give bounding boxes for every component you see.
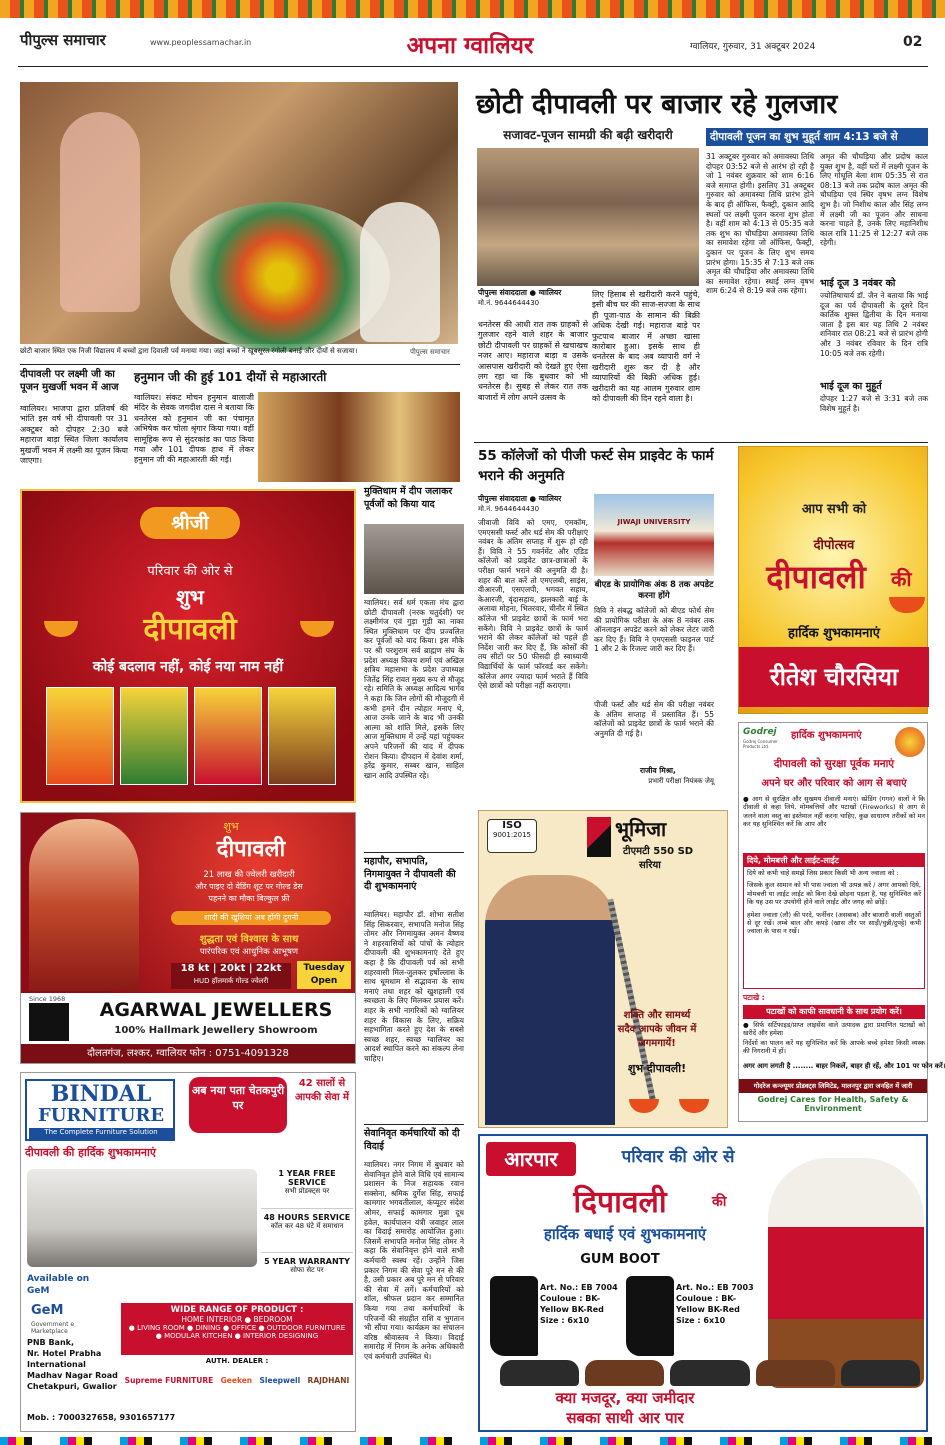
art-label: Art. No.: — [676, 1283, 715, 1292]
dealer-geeken: Geeken — [220, 1375, 253, 1385]
muktidham-photo — [364, 524, 464, 594]
rangoli-shape — [170, 202, 390, 352]
bindal-gem: Available on GeM — [27, 1274, 90, 1296]
bindal-years-badge: 42 सालों से आपकी सेवा में — [294, 1078, 350, 1103]
product-pack — [268, 687, 336, 785]
agarwal-open-badge: Tuesday Open — [297, 961, 351, 989]
warranty-sub: सोफा सेट पर — [290, 1266, 324, 1274]
dealer-supreme: Supreme FURNITURE — [124, 1375, 214, 1385]
ad-bhoomija-tmt[interactable] — [478, 810, 728, 1128]
agarwal-logo — [29, 1003, 69, 1041]
diya-icon — [679, 1099, 709, 1113]
muhurat-col1: 31 अक्टूबर गुरुवार को अमावस्या तिथि दोपहर 03:52 बजे से आरंभ हो रही है जो 1 नवंबर शुक्रवार को शाम 6:16 बजे समाप्त होगी। इसलिए 31 अक्टूबर गुरुवार को अमावस्या तिथि प्रारंभ होने के बाद ही ऑफिस, फैक्ट्री, दुकान आदि स्थलों पर लक्ष्मी पूजन करना शुभ होता है। वहीं शाम को 4:13 से 05:35 बजे तक शुभ का चौघड़िया अमावस्या तिथि का समावेश रहेगा जो ऑफिस, फैक्ट्री, दुकान पर पूजन के लिए शुभ समय प्रारंभ होगा। 15:35 से 7:13 बजे तक अमृत की चौघड़िया और अमावस्या तिथि का समावेश रहेगा। स्थाई लग्न वृषभ शाम 6:24 से 8:19 बजे तक रहेगा। — [706, 152, 814, 296]
child-figure — [60, 112, 140, 312]
ad-agarwal-jewellers[interactable] — [20, 812, 356, 1064]
colleges-subhead: बीएड के प्रायोगिक अंक 8 तक अपडेट करना होंगे — [594, 580, 714, 601]
art-number: EB 7004 — [581, 1283, 618, 1292]
shreeji-line1: परिवार की ओर से — [147, 564, 233, 579]
godrej-patakhe1: ● सिर्फ सर्टिफाइड/प्राप्त लाइसेंस वाले उत्पादक द्वारा प्रमाणित पटाखों को खरीदें और हमेशा — [743, 1021, 925, 1038]
products-line3: ● MODULAR KITCHEN ● INTERIOR DESIGNING — [155, 1332, 319, 1340]
divider — [364, 1124, 464, 1125]
agarwal-deepawali: दीपावली — [216, 837, 286, 862]
shoe-image — [585, 1360, 664, 1386]
godrej-logo-sub: Godrej Consumer Products Ltd. — [743, 739, 778, 749]
ritesh-ki: की — [891, 567, 912, 591]
box-line1: दिये को कभी चाहे समझें जिस प्रकार किसी भी अन्य ज्वाला को : — [747, 869, 899, 877]
header-rule — [18, 66, 928, 67]
warranty-label: 5 YEAR WARRANTY — [264, 1257, 350, 1266]
address-line: PNB Bank, — [27, 1338, 74, 1347]
paper-logo[interactable]: पीपुल्स समाचार — [20, 31, 106, 49]
lead-photo-caption: छोटी बाजार स्थित एक निजी विद्यालय में बच्चों द्वारा दिवाली पर्व मनाया गया। जहां बच्चों ने खूबसूरत रंगोली बनाई और दीयों से सजाया। — [20, 347, 358, 355]
shreeji-deepawali: दीपावली — [143, 612, 237, 647]
box-title: दिये, मोमबत्ती और लाईट-लाईट — [744, 854, 924, 867]
lead-col2: लिए हिसाब से खरीदारी करने पहुंचे, इसी बीच घर की साज-सज्जा के साथ ही पूजा-पाठ के सामान की बिक्री अधिक देखी गई। महाराज बाड़े पर फुटपाथ बाजार में अच्छा खासा कारोबार हुआ। इसके साथ ही धनतेरस के बाद अब व्यापारी वर्ग ने खरीदारी शुरू कर दी है और व्यापारियों की बिक्री अधिक हुई। खरीदारी का यह आलम गुरुवार शाम को दीपावली की दिन रहने वाला है। — [592, 290, 700, 404]
agarwal-tagline: 100% Hallmark Jewellery Showroom — [114, 1025, 318, 1036]
address-line: Chetakpuri, Gwalior — [27, 1382, 117, 1391]
godrej-emergency: अगर आग लगती है ........ बाहर निकलें, बाहर ही रहें, और 101 पर फोन करें। — [743, 1062, 945, 1070]
colleges-headline: 55 कॉलेजों को पीजी फर्स्ट सेम प्राइवेट के फार्म भराने की अनुमति — [478, 448, 714, 484]
bindal-feature-3 — [261, 1257, 353, 1297]
bhai-dooj-muhurat-title: भाई दूज का मुहूर्त — [820, 381, 882, 392]
agarwal-purity: शुद्धता एवं विश्वास के साथ — [199, 934, 299, 945]
lead-photo-credit: पीपुल्स समाचार — [410, 348, 450, 356]
agarwal-offer2: और पाइए दो वेडिंग शूट पर गोल्ड डेस — [195, 882, 303, 891]
godrej-logo: Godrej — [743, 727, 777, 737]
aarpaar-line1: परिवार की ओर से — [621, 1147, 735, 1167]
product-pack — [120, 687, 188, 785]
shreeji-brand: श्रीजी — [140, 507, 240, 539]
masthead — [0, 18, 945, 66]
art-label: Art. No.: — [540, 1283, 579, 1292]
bhoomija-slogan3: जगमगायें! — [638, 1038, 676, 1049]
shreeji-products — [46, 687, 336, 785]
products-title: WIDE RANGE OF PRODUCT : — [170, 1305, 304, 1315]
shreeji-tagline: कोई बदलाव नहीं, कोई नया नाम नहीं — [92, 659, 284, 675]
gum-boot-image — [490, 1276, 538, 1356]
bindal-products-box — [121, 1303, 353, 1355]
bhai-dooj-muhurat-text: दोपहर 1:27 बजे से 3:31 बजे तक विशेष मुहूर्त है। — [820, 394, 928, 413]
boot1-specs — [540, 1282, 620, 1352]
bhoomija-product2: सरिया — [639, 860, 661, 871]
size-value: 6x10 — [567, 1316, 590, 1325]
iso-badge — [487, 819, 537, 853]
agarwal-karat: 18 kt | 20kt | 22kt — [171, 963, 291, 977]
ad-bindal-furniture[interactable] — [20, 1072, 356, 1432]
bindal-name: BINDAL — [50, 1081, 152, 1107]
hanuman-temple-photo — [258, 392, 460, 482]
muhurat-title: दीपावली पूजन का शुभ मुहूर्त शाम 4:13 बजे से — [706, 128, 928, 146]
bindal-new-address-badge: अब नया पता चेतकपुरी पर — [189, 1077, 287, 1133]
agarwal-offer1: 21 लाख की ज्वेलरी खरीदारी — [203, 870, 295, 880]
products-line2: ● LIVING ROOM ● DINING ● OFFICE ● OUTDOOR FURNITURE — [128, 1324, 346, 1332]
lakshmi-pujan-headline: दीपावली पर लक्ष्मी जी का पूजन मुखर्जी भवन में आज — [20, 369, 119, 393]
service-48h-sub: कॉल कर 48 घंटे में समाधान — [270, 1222, 344, 1230]
godrej-title2: अपने घर और परिवार को आग से बचाएं — [761, 778, 907, 789]
ritesh-name: रीतेश चौरसिया — [739, 647, 929, 707]
lead-photo-rangoli — [20, 82, 458, 344]
dateline: ग्वालियर, गुरुवार, 31 अक्टूबर 2024 — [690, 42, 816, 52]
divider — [364, 852, 464, 853]
iso-number: 9001:2015 — [493, 831, 531, 839]
godrej-footer2: Godrej Cares for Health, Safety & Environment — [757, 1095, 909, 1113]
ad-shreeji[interactable] — [20, 489, 356, 803]
box-line3: हमेशा ज्वाला (लौ) की परदे, फर्नीचर (असबाब) और बाजारी वाली वस्तुओं से दूर रखें। लम्बे बाल और कपड़े (खास तौर पर साड़ी/चुन्नी/दुपट्टे) कभी ज्वाला के पास न रखें। — [747, 910, 921, 936]
ritesh-line1: आप सभी को — [801, 502, 867, 517]
paper-url[interactable]: www.peoplessamachar.in — [150, 38, 252, 47]
market-crowd-photo — [477, 148, 699, 286]
bhoomija-wish: शुभ दीपावली! — [627, 1062, 687, 1075]
man-on-chair-figure — [768, 1158, 924, 1388]
bindal-feature-1 — [261, 1169, 353, 1209]
colour-label: Couloue : — [676, 1294, 719, 1303]
colour-values: BK-Yellow BK-Red — [676, 1294, 740, 1314]
colour-label: Couloue : — [540, 1294, 583, 1303]
mahapaur-headline: महापौर, सभापति, निगमायुक्त ने दीपावली की दी शुभकामनाएं — [364, 856, 456, 892]
bhoomija-brand: भूमिजा — [615, 817, 667, 841]
shoe-image — [756, 1360, 835, 1386]
product-pack — [194, 687, 262, 785]
header-garland — [0, 0, 945, 18]
bindal-wish: दीपावली की हार्दिक शुभकामनाएं — [25, 1146, 156, 1159]
muktidham-headline: मुक्तिधाम में दीप जलाकर पूर्वजों को किया याद — [364, 486, 453, 510]
aarpaar-brand: आरपार — [486, 1142, 576, 1176]
colleges-mobile: मो.नं. 9644644430 — [478, 505, 540, 513]
bhoomija-product: टीएमटी 550 SD — [623, 846, 694, 857]
bindal-dealers — [121, 1369, 353, 1391]
shoe-image — [670, 1360, 749, 1386]
godrej-wish: हार्दिक शुभकामनाएं — [791, 730, 862, 741]
divider — [20, 364, 460, 365]
free-service-label: 1 YEAR FREE SERVICE — [278, 1169, 336, 1187]
service-48h-label: 48 HOURS SERVICE — [263, 1213, 351, 1222]
lead-byline: पीपुल्स संवाददाता ● ग्वालियर — [478, 288, 562, 297]
products-line1: HOME INTERIOR ● BEDROOM — [181, 1315, 293, 1324]
godrej-patakhe-label: पटाखे : — [743, 993, 765, 1002]
agarwal-ribbon: शादी की खुशियां अब होंगी दुगनी — [171, 911, 331, 925]
colleges-quote-role: प्रभारी परीक्षा नियंत्रक जेयू — [648, 777, 714, 785]
ritesh-wish: हार्दिक शुभकामनाएं — [788, 626, 880, 641]
godrej-footer1: गोदरेज कन्ज्यूमर प्रोडक्ट्स लिमिटेड, मालनपुर द्वारा जनहित में जारी — [739, 1079, 927, 1093]
product-pack — [46, 687, 114, 785]
divider — [474, 442, 928, 443]
bhai-dooj-title: भाई दूज 3 नवंबर को — [820, 278, 896, 289]
bindal-auth: AUTH. DEALER : — [205, 1357, 269, 1365]
colour-values: BK-Yellow BK-Red — [540, 1294, 604, 1314]
colleges-col2: विवि ने संबद्ध कॉलेजों को बीएड फोर्थ सेम की प्रायोगिक परीक्षा के अंक 8 नवंबर तक ऑनलाइन अपडेट करने को लेकर लेटर जारी कर दिए हैं। विवि ने एमएससी फाइनल पार्ट 1 और 2 के रिजल्ट जारी कर दिए हैं। — [594, 606, 714, 654]
bindal-feature-2 — [261, 1213, 353, 1253]
address-line: Madhav Nagar Road — [27, 1371, 118, 1380]
aarpaar-slogan1: क्या मजदूर, क्या जमीदार — [555, 1389, 695, 1407]
mahapaur-text: ग्वालियर। महापौर डॉ. शोभा सतीश सिंह सिकरवार, सभापति मनोज सिंह तोमर और निगमायुक्त अमन वैष्णव ने शहरवासियों को पांचों के त्योहार दीपावली की शुभकामनाएं देते हुए कहा है कि दीपावली पर्व को सभी शहरवासी मिल-जुलकर हर्षोल्लास के साथ धूमधाम से सद्भावना के साथ मनाएं तथा शहर को खुशहाली एवं स्वच्छता के लिए मिलकर प्रयास करें। शहर के सभी नागरिकों को ग्वालियर शहर के विकास के लिए, सक्रिय सहभागिता करते हुए देश के सबसे स्वच्छ शहर, स्वच्छ ग्वालियर का आदर्श स्थापित करने का संकल्प लेना चाहिए। — [364, 910, 464, 1063]
ad-aarpaar-gumboot[interactable] — [478, 1134, 928, 1432]
art-number: EB 7003 — [717, 1283, 754, 1292]
box-line2: जिसके कुल सामान को भी पास ज्वाला भी उत्पन्न करें / अगर आपको दिये, मोमबत्ती या लाईट लाईट को बिना देखे छोड़ना पड़ता है, यह सुनिश्चित करें कि यह उस पर उपयोगी होने वाले लाईट और जगह को छोड़ें। — [747, 881, 921, 907]
lead-headline: छोटी दीपावली पर बाजार रहे गुलजार — [476, 89, 838, 120]
bride-figure — [29, 819, 139, 991]
aarpaar-product: GUM BOOT — [580, 1252, 660, 1267]
muktidham-text: ग्वालियर। सर्व धर्म एकता मंच द्वारा छोटी दीपावली (नरक चतुर्दशी) पर लक्ष्मीगंज एवं गुड़ा गुड़ी का नाका स्थित मुक्तिधाम पर दीप प्रज्वलित कर पूर्वजों को याद किया। इस मौके पर श्री परशुराम सर्व ब्राह्मण संघ के प्रदेश अध्यक्ष विजय शर्मा एवं अखिल क्षत्रिय महासभा के प्रदेश उपाध्यक्ष जितेंद्र सिंह रावत मुख्य रूप से मौजूद रहे। समिति के अध्यक्ष आदित्य भार्गव ने कहा कि जिन लोगों की मौजूदगी में कभी हमने दीन त्योहार मनाए थे, आज उनके जाने के बाद भी उनकी आत्मा को शांति मिले, इसके लिए आज मुक्तिधाम में उन्हें यहां पहुंचकर अपने परिजनों की याद में दीपक रोशन किया। दीपदान में देवांश शर्मा, हरेंद्र कुमार, सब्बर खान, साहिल खान आदि उपस्थित रहे। — [364, 598, 464, 780]
aarpaar-ki: की — [712, 1194, 727, 1210]
goddess-icon — [895, 727, 925, 757]
gum-boot-image — [626, 1276, 674, 1356]
dealer-sleepwell: Sleepwell — [259, 1375, 301, 1385]
page-number: 02 — [903, 34, 923, 50]
agarwal-name: AGARWAL JEWELLERS — [99, 999, 333, 1021]
colleges-col1: जीवाजी विवि को एमए, एमकॉम, एमएससी फर्स्ट और थर्ड सेम की परीक्षाएं नवंबर के अंतिम सप्ताह में शुरू हो रही हैं। विवि ने 55 गवर्नमेंट और एडिड कॉलेजों को प्राइवेट छात्र-छात्राओं के परीक्षा फार्म भराने की अनुमति दी है। शहर की बात करें तो एमएलबी, साइंस, वीआरजी, एसएलपी, भगवत सहाय, केआरजी, वृंदासहाय, झलकारी बाई के अलावा मोहना, भितरवार, चीनौर में स्थित कॉलेज भी प्राइवेट छात्रों के फार्म भरा सकेंगे। विवि ने प्राइवेट छात्रों के फार्म भराने की लेकर कॉलेजों को पहले ही निर्देश जारी कर दिए हैं, कि कोर्सों की तय सीटों पर 50 फीसदी ही स्वाध्यायी विद्यार्थियों के फार्म फॉरवर्ड कर सकेंगे। कॉलेज अगर ज्यादा फार्म भराते हैं विवि ऐसे छात्रों को परीक्षा नहीं कराएगा। — [478, 518, 588, 691]
agarwal-jewellery: पारंपरिक एवं आधुनिक आभूषण — [199, 947, 299, 957]
jiwaji-university-photo — [594, 494, 714, 576]
ritesh-deepawali: दीपावली — [766, 558, 866, 596]
agarwal-hud: HUD हॉलमार्क गोल्ड ज्वेलरी — [171, 977, 291, 989]
aarpaar-line3: हार्दिक बधाई एवं शुभकामनाएं — [543, 1225, 707, 1243]
shoe-image — [841, 1360, 920, 1386]
agarwal-address: दौलतगंज, लश्कर, ग्वालियर फोन : 0751-4091328 — [21, 1044, 355, 1063]
print-registration-strip — [0, 1437, 945, 1445]
bindal-tagline: The Complete Furniture Solution — [29, 1128, 173, 1139]
size-label: Size : — [540, 1316, 565, 1325]
size-value: 6x10 — [703, 1316, 726, 1325]
gem-logo-sub: Government e Marketplace — [31, 1321, 75, 1335]
muhurat-col2: अमृत की चौघड़िया और प्रदोष काल युक्त शुभ है, वहीं घरों में लक्ष्मी पूजन के लिए गोधूलि बेला शाम 05:35 से रात 08:13 बजे तक प्रदोष काल अमृत की चौघड़िया एवं स्थिर वृषभ लग्न विशेष शुभ है। जो निशीथ काल और सिंह लग्न में लक्ष्मी जी का पूजन और साधना करना चाहते हैं, उनके लिए महानिशीथ काल रात्रि 11:25 से 12:27 बजे तक रहेगी। — [820, 152, 928, 248]
address-line: Nr. Hotel Prabha International — [27, 1349, 102, 1369]
dealer-rajdhani: RAJDHANI — [307, 1375, 350, 1385]
boot2-specs — [676, 1282, 756, 1352]
gem-logo: GeM — [31, 1303, 64, 1318]
colleges-quote: पीजी फर्स्ट और थर्ड सेम की परीक्षा नवंबर के अंतिम सप्ताह में प्रस्तावित हैं। 55 कॉलेजों को प्राइवेट छात्रों के फार्म भराने की अनुमति दी गई है। — [594, 700, 714, 738]
lead-mobile: मो.नं. 9644644430 — [478, 299, 540, 307]
shoe-image — [500, 1360, 579, 1386]
godrej-title1: दीपावली को सुरक्षा पूर्वक मनाएं — [773, 758, 895, 770]
lakshmi-pujan-text: ग्वालियर। भाजपा द्वारा प्रतिवर्ष की भांति इस वर्ष भी दीपावली पर 31 अक्टूबर को दोपहर 2:30 बजे महाराज बाड़ा स्थित जिला कार्यालय मुखर्जी भवन में लक्ष्मी का पूजन किया जाएगा। — [20, 404, 128, 466]
university-label: JIWAJI UNIVERSITY — [617, 518, 691, 526]
agarwal-offer3: पहनने का मौका बिल्कुल फ्री — [208, 894, 290, 903]
size-label: Size : — [676, 1316, 701, 1325]
godrej-patakhe2: निर्देशों का पालन करें यह सुनिश्चित करें कि आपके बच्चे हमेशा किसी व्यस्क की निगरानी में हों। — [743, 1039, 925, 1056]
aarpaar-slogan2: सबका साथी आर पार — [566, 1409, 684, 1427]
diya-icon — [889, 597, 925, 613]
shreeji-shubh: शुभ — [176, 585, 204, 609]
bindal-name2: FURNITURE — [37, 1105, 165, 1126]
godrej-box — [743, 853, 925, 989]
hanuman-aarti-text: ग्वालियर। संकट मोचन हनुमान बालाजी मंदिर के सेवक जगदीश दास ने बताया कि धनतेरस को हनुमान जी का पंचामृत अभिषेक कर चोला श्रृंगार किया गया। वहीं सामूहिक रूप से सुंदरकांड का पाठ किया गया और 101 दीपक हाथ में लेकर हनुमान जी की महाआरती की गई। — [134, 393, 254, 465]
lead-subtitle: सजावट-पूजन सामग्री की बढ़ी खरीदारी — [503, 128, 673, 142]
shoes-row — [500, 1360, 920, 1386]
sevanivrit-headline: सेवानिवृत कर्मचारियों को दी विदाई — [364, 1128, 460, 1152]
diya-icon — [629, 1099, 659, 1113]
aarpaar-deepawali: दिपावली — [573, 1185, 667, 1220]
iso-label: ISO — [502, 820, 522, 831]
bhoomija-slogan1: शक्ति और सामर्थ्य — [623, 1010, 691, 1021]
agarwal-shubh: शुभ — [223, 820, 239, 833]
colleges-quote-by: राजीव मिश्रा, — [640, 766, 676, 775]
sofa-image — [27, 1169, 257, 1267]
agarwal-since: Since 1968 — [29, 995, 66, 1003]
godrej-patakhe-title: पटाखों को काफी सावधानी के साथ प्रयोग करें। — [743, 1005, 925, 1019]
ritesh-line2: दीपोत्सव — [813, 538, 855, 553]
ad-ritesh-chaurasia[interactable] — [738, 446, 928, 714]
free-service-sub: सभी प्रोडक्ट्स पर — [284, 1187, 330, 1195]
bhoomija-slogan2: सदैव आपके जीवन में — [617, 1024, 697, 1035]
colleges-byline: पीपुल्स संवाददाता ● ग्वालियर — [478, 494, 562, 503]
child-figure-boy — [360, 202, 440, 342]
bhai-dooj-text: ज्योतिषाचार्य डॉ. जैन ने बताया कि भाई दूज का पर्व दीपावली के दूसरे दिन कार्तिक शुक्ल द्वितीया के दिन मनाया जाता है इस बार यह तिथि 2 नवंबर शनिवार रात 08:21 बजे से प्रारंभ होगी और 3 नवंबर रविवार के दिन रात्रि 10:05 बजे तक रहेगी। — [820, 291, 928, 358]
godrej-intro: ● आग से सुरक्षित और सुखमय दीवाली मनाएं। स्प्रेडिंग (गगन) वालों ने कि दीवाली से कहा लिये, मोमबत्तियों और पटाखों (Fireworks) से आग से जलने वाला वस्तु का इस्तेमाल नहीं करना चाहिए, कुछ साधारण तरीकों को मन कर यह सुनिश्चित करें कि आप और — [743, 795, 925, 829]
bindal-phone: Mob. : 7000327658, 9301657177 — [27, 1413, 176, 1422]
lead-col1: धनतेरस की आधी रात तक ग्राहकों से गुलजार रहने वाले शहर के बाजार छोटी दीपावली पर ग्राहकों से खचाखच नजर आए। महाराज बाड़ा व उसके आसपास खरीदारी को देखते हुए ऐसा लग रहा था कि बुधवार को भी धनतेरस है। सुबह से लेकर रात तक बाजारों में लोग अपने उत्सव के — [478, 320, 588, 402]
bhoomija-logo — [587, 817, 611, 857]
hanuman-aarti-headline: हनुमान जी की हुई 101 दीयों से महाआरती — [134, 370, 327, 384]
ad-godrej-safety[interactable] — [738, 722, 945, 1122]
sevanivrit-text: ग्वालियर। नगर निगम में बुधवार को सेवानिवृत होने वाले विधि एवं सामान्य प्रशासन के निज सहायक रवान सक्सेना, श्रमिक दुर्गेश सिंह, सफाई कामगार भगवतीलाल, कंप्यूटर संदेश ओमर, सफाई कामगार मुन्ना दूध हवेल, कार्यपालन यंत्री जवाहर लाल का विदाई समारोह आयोजित हुआ। जिसमें सभापति मनोज सिंह तोमर ने कहा कि सेवानिवृत्त होने वाले सभी कर्मचारी स्वस्थ रहें। उन्होंने जिस प्रकार निगम की सेवा पूरे मन से की है, उसी प्रकार अब पूरे मन से परिवार की सेवा में लगें। कर्मचारियों को शॉल, श्रीफल प्रदान कर सम्मानित किया गया तथा कर्मचारियों के परिजनों की संग्रहीत राशि व भुगतान भी सौंपा गया। कार्यक्रम का संचालन वरिष्ठ श्रीवास्तव ने किया। विदाई समारोह में निगम के अनेक अधिकारी एवं कर्मचारी उपस्थित थे। — [364, 1160, 464, 1361]
section-title: अपना ग्वालियर — [406, 33, 534, 59]
actor-figure — [485, 875, 615, 1125]
